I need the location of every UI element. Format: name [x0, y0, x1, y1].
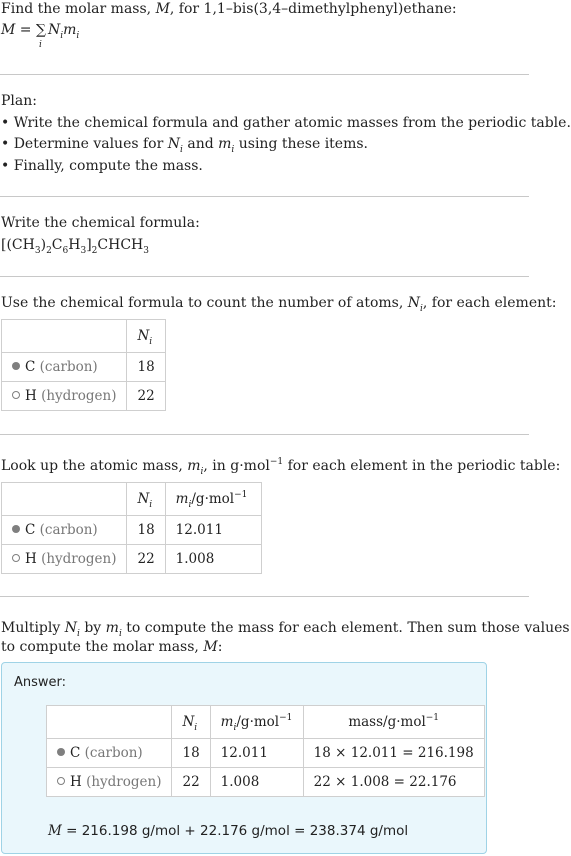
column-header-n: $N_i$ [127, 320, 165, 353]
plan-step-2: • Determine values for $N_i$ and $m_i$ using these items. [1, 136, 369, 155]
table-row: C (carbon) 18 12.011 [2, 516, 262, 545]
carbon-dot-icon [12, 525, 20, 533]
divider [0, 276, 529, 277]
multiply-instruction-line-2: to compute the molar mass, M: [1, 639, 223, 655]
molar-mass-table [46, 705, 485, 797]
lookup-instruction: Look up the atomic mass, $m_i$, in g·mol$^{-1}$ for each element in the periodic table: [1, 457, 561, 477]
molar-mass-formula: M = ∑ i $N_im_i$ [1, 22, 80, 50]
plan-step-3: • Finally, compute the mass. [1, 158, 203, 174]
count-instruction: Use the chemical formula to count the number of atoms, $N_i$, for each element: [1, 295, 557, 314]
answer-box [1, 662, 487, 854]
problem-statement: Find the molar mass, M, for 1,1–bis(3,4–dimethylphenyl)ethane: [1, 1, 457, 17]
multiply-instruction: Multiply $N_i$ by $m_i$ to compute the mass for each element. Then sum those values [1, 620, 570, 639]
column-header-n: $N_i$ [172, 706, 210, 739]
column-header-mass: mass/g·mol$^{-1}$ [303, 706, 484, 739]
divider [0, 596, 529, 597]
final-result: M = 216.198 g/mol + 22.176 g/mol = 238.374 g/mol [48, 823, 409, 839]
atomic-mass-table [1, 482, 262, 574]
divider [0, 434, 529, 435]
divider [0, 196, 529, 197]
column-header-m: $m_i/g\cdot mol^{-1}$ [165, 483, 261, 516]
carbon-dot-icon [57, 748, 65, 756]
table-row: H (hydrogen) 22 1.008 22 × 1.008 = 22.176 [47, 768, 485, 797]
column-header-n: $N_i$ [127, 483, 165, 516]
table-row: C (carbon) 18 12.011 18 × 12.011 = 216.198 [47, 739, 485, 768]
atom-count-table [1, 319, 166, 411]
hydrogen-dot-icon [12, 554, 20, 562]
column-header-m: $m_i/g\cdot mol^{-1}$ [210, 706, 303, 739]
plan-heading: Plan: [1, 93, 37, 109]
hydrogen-dot-icon [57, 777, 65, 785]
table-row: H (hydrogen) 22 1.008 [2, 545, 262, 574]
chemical-formula: $[(CH_3)_2C_6H_3]_2CHCH_3$ [1, 237, 149, 256]
plan-step-1: • Write the chemical formula and gather atomic masses from the periodic table. [1, 115, 571, 131]
formula-heading: Write the chemical formula: [1, 215, 200, 231]
answer-label: Answer: [14, 675, 67, 690]
table-row: H (hydrogen) 22 [2, 382, 166, 411]
carbon-dot-icon [12, 362, 20, 370]
table-row: C (carbon) 18 [2, 353, 166, 382]
hydrogen-dot-icon [12, 391, 20, 399]
sigma-symbol: ∑ i [35, 22, 46, 50]
divider [0, 74, 529, 75]
